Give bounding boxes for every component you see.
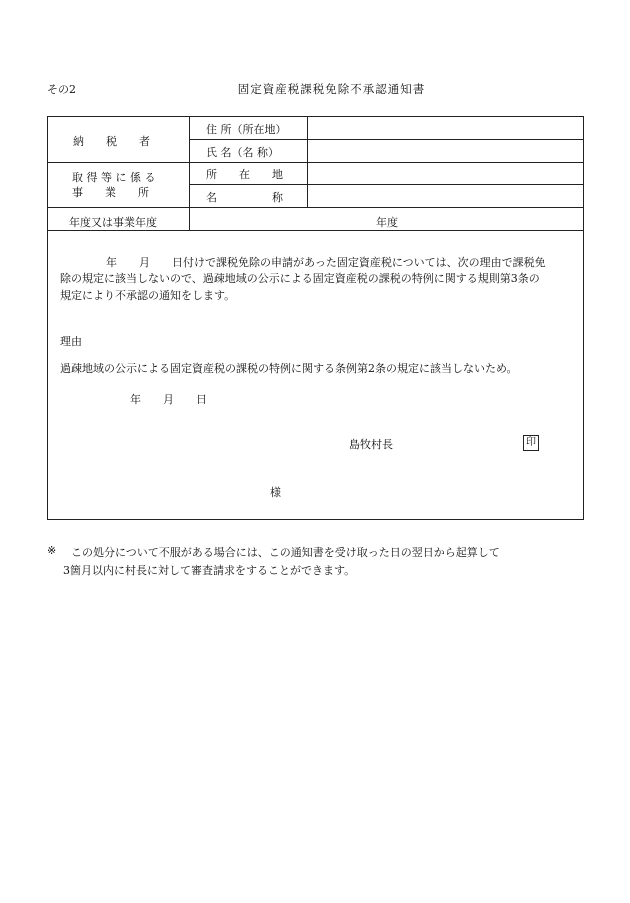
notice-paragraph-line2: 除の規定に該当しないので、過疎地域の公示による固定資産税の課税の特例に関する規則第3条の: [60, 272, 540, 285]
taxpayer-name-label: 氏 名（名 称）: [206, 146, 279, 159]
footnote-line2: 3箇月以内に村長に対して審査請求をすることができます。: [63, 564, 356, 577]
fiscal-year-divider: [189, 207, 190, 230]
issue-date: 年 月 日: [130, 393, 207, 406]
footnote-line1: この処分について不服がある場合には、この通知書を受け取った日の翌日から起算して: [71, 546, 500, 559]
business-row-divider: [189, 184, 584, 185]
section-divider-3: [48, 230, 584, 231]
taxpayer-label: 納 税 者: [73, 135, 150, 148]
document-title: 固定資産税課税免除不承認通知書: [237, 82, 426, 96]
business-location-label: 所 在 地: [206, 168, 283, 181]
addressee-suffix: 様: [270, 486, 281, 499]
notice-form-frame: [47, 116, 584, 520]
reason-heading: 理由: [60, 335, 82, 348]
taxpayer-address-label: 住 所（所在地）: [206, 123, 287, 136]
section-divider-2: [48, 207, 584, 208]
notice-paragraph-line3: 規定により不承認の通知をします。: [60, 289, 236, 302]
issuer-name: 島牧村長: [349, 438, 393, 451]
fiscal-year-value: 年度: [376, 216, 398, 229]
form-number: その2: [47, 83, 76, 96]
footnote-mark: ※: [47, 544, 57, 557]
fiscal-year-label: 年度又は事業年度: [69, 216, 157, 229]
reason-text: 過疎地域の公示による固定資産税の課税の特例に関する条例第2条の規定に該当しないため。: [60, 362, 518, 375]
business-label-line1: 取 得 等 に 係 る: [72, 171, 156, 184]
taxpayer-row-divider: [189, 139, 584, 140]
seal-mark: 印: [523, 435, 539, 451]
notice-paragraph-line1: 年 月 日付けで課税免除の申請があった固定資産税については、次の理由で課税免: [106, 256, 546, 269]
business-name-label: 名 称: [206, 191, 283, 204]
business-label-line2: 事 業 所: [72, 186, 149, 199]
section-divider-1: [48, 162, 584, 163]
